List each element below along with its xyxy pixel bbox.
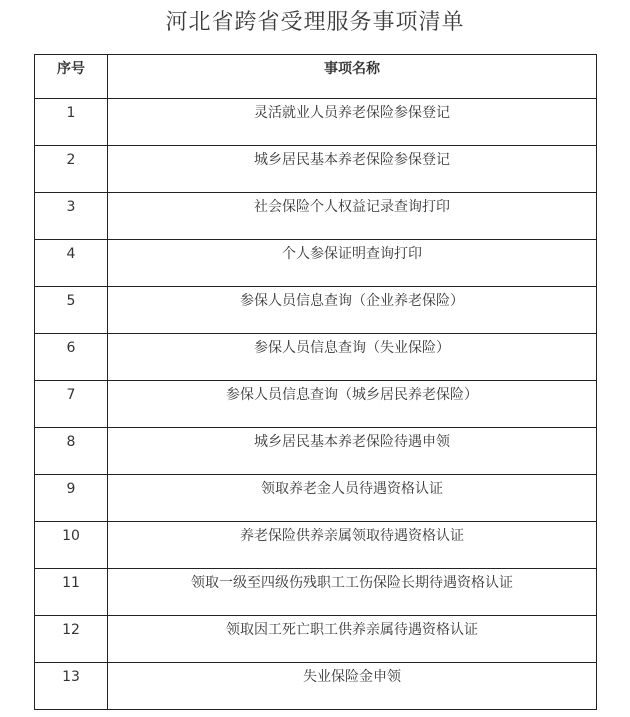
row-item-name: 参保人员信息查询（企业养老保险） [108, 287, 597, 334]
row-item-name: 参保人员信息查询（失业保险） [108, 334, 597, 381]
row-serial-number: 6 [35, 334, 108, 381]
row-item-name: 领取因工死亡职工供养亲属待遇资格认证 [108, 616, 597, 663]
row-item-name: 社会保险个人权益记录查询打印 [108, 193, 597, 240]
row-serial-number: 9 [35, 475, 108, 522]
table-row [35, 475, 597, 522]
row-serial-number: 1 [35, 99, 108, 146]
table-row [35, 240, 597, 287]
row-item-name: 养老保险供养亲属领取待遇资格认证 [108, 522, 597, 569]
table-header-row [35, 55, 597, 99]
row-item-name: 城乡居民基本养老保险参保登记 [108, 146, 597, 193]
row-item-name: 灵活就业人员养老保险参保登记 [108, 99, 597, 146]
table-row [35, 193, 597, 240]
row-serial-number: 3 [35, 193, 108, 240]
service-items-table [34, 54, 597, 710]
row-item-name: 个人参保证明查询打印 [108, 240, 597, 287]
page-title: 河北省跨省受理服务事项清单 [165, 10, 465, 35]
row-serial-number: 7 [35, 381, 108, 428]
row-serial-number: 10 [35, 522, 108, 569]
table-row [35, 146, 597, 193]
table-row [35, 428, 597, 475]
table-row [35, 287, 597, 334]
row-serial-number: 13 [35, 663, 108, 710]
row-serial-number: 12 [35, 616, 108, 663]
row-item-name: 失业保险金申领 [108, 663, 597, 710]
table-row [35, 334, 597, 381]
header-item-name: 事项名称 [108, 55, 597, 99]
row-serial-number: 8 [35, 428, 108, 475]
table-row [35, 569, 597, 616]
row-item-name: 领取养老金人员待遇资格认证 [108, 475, 597, 522]
row-serial-number: 2 [35, 146, 108, 193]
row-item-name: 领取一级至四级伤残职工工伤保险长期待遇资格认证 [108, 569, 597, 616]
header-serial-number: 序号 [35, 55, 108, 99]
table-row [35, 663, 597, 710]
row-serial-number: 4 [35, 240, 108, 287]
row-serial-number: 11 [35, 569, 108, 616]
row-item-name: 参保人员信息查询（城乡居民养老保险） [108, 381, 597, 428]
table-row [35, 522, 597, 569]
table-body [35, 99, 597, 710]
row-serial-number: 5 [35, 287, 108, 334]
table-row [35, 381, 597, 428]
row-item-name: 城乡居民基本养老保险待遇申领 [108, 428, 597, 475]
table-row [35, 616, 597, 663]
table-row [35, 99, 597, 146]
